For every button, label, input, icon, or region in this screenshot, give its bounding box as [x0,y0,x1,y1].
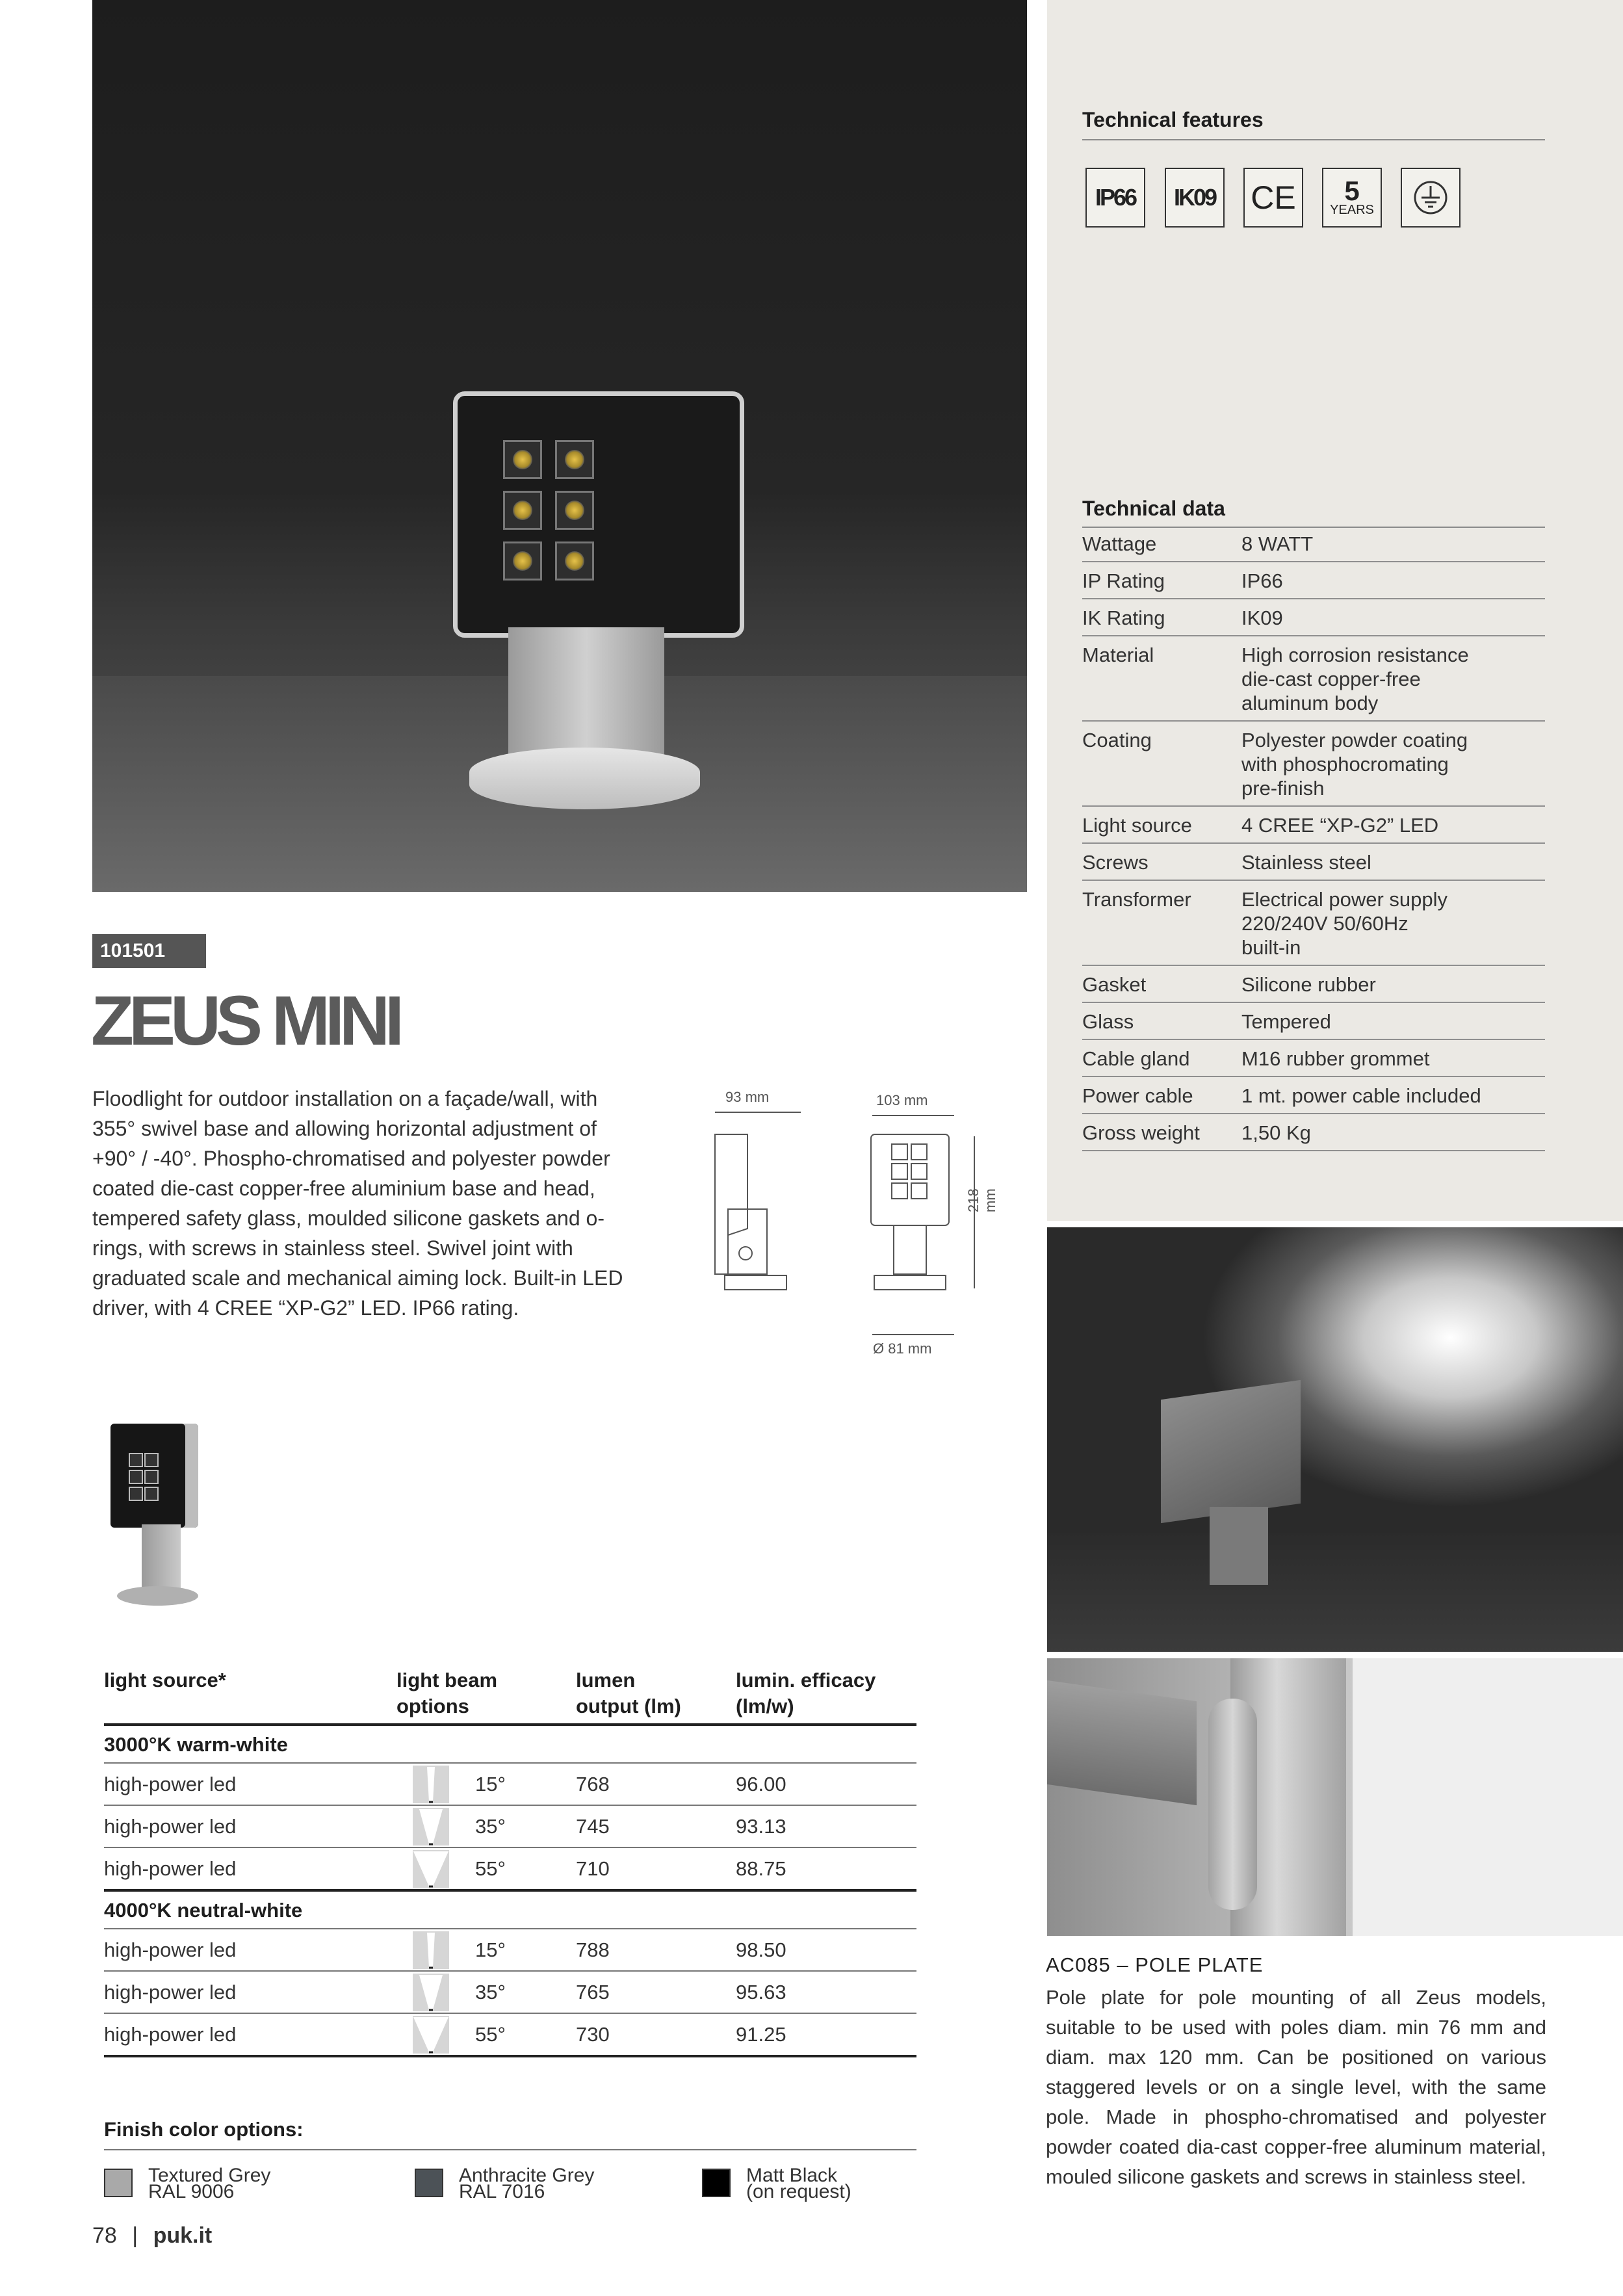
table-row: Power cable 1 mt. power cable included [1082,1077,1545,1114]
table-header: light source* light beam options lumen output (lm) lumin. efficacy (lm/w) [104,1667,916,1726]
product-code-badge: 101501 [92,934,206,968]
site-link[interactable]: puk.it [153,2223,213,2248]
finish-option-label: Anthracite Grey RAL 7016 [459,2165,595,2202]
table-row: Screws Stainless steel [1082,844,1545,881]
table-row: Light source 4 CREE “XP-G2” LED [1082,807,1545,844]
product-thumbnail [110,1420,208,1615]
table-row: Cable gland M16 rubber grommet [1082,1040,1545,1077]
accessory-title: AC085 – POLE PLATE [1046,1953,1264,1976]
finish-option-label: Matt Black (on request) [746,2165,851,2202]
finish-color-options [104,2118,916,2202]
beam-55-icon [413,2016,449,2054]
front-width-label: 103 mm [876,1092,928,1108]
dimension-drawings [702,1086,1014,1365]
luminaire-head [453,391,744,638]
finish-heading: Finish color options: [104,2118,916,2150]
front-view-drawing [864,1131,962,1300]
ik09-badge-icon: IK09 [1165,168,1225,228]
product-hero-photo [92,0,1027,892]
finish-option-label: Textured Grey RAL 9006 [148,2165,271,2202]
table-row: high-power led 35° 745 93.13 [104,1806,916,1848]
warranty-5-years-icon: 5 YEARS [1322,168,1382,228]
table-row: Gross weight 1,50 Kg [1082,1114,1545,1151]
group-header: 4000°K neutral-white [104,1892,916,1929]
accessory-description: Pole plate for pole mounting of all Zeus models, suitable to be used with poles diam. min 76 mm and diam. max 120 mm. Can be positioned on various staggered levels or on a single level, with the same pole. Made in phospho-chromatised and polyester powder coated dia-cast copper-free aluminum material, mouled silicone gaskets and screws in stainless steel. [1046,1986,1546,2188]
table-row: high-power led 55° 730 91.25 [104,2014,916,2057]
table-row: high-power led 35° 765 95.63 [104,1972,916,2014]
technical-data-heading: Technical data [1082,497,1225,520]
earth-ground-icon [1401,168,1461,228]
ce-mark-icon: CE [1243,168,1303,228]
beam-55-icon [413,1850,449,1888]
height-label: 218 mm [965,1188,998,1212]
photometric-table [104,1667,916,2057]
table-row: Coating Polyester powder coating with phosphocromating pre-finish [1082,722,1545,807]
swatch-matt-black [702,2169,731,2197]
swatch-anthracite-grey [415,2169,443,2197]
beam-15-icon [413,1766,449,1803]
installation-photo [1047,1227,1623,1652]
beam-35-icon [413,1808,449,1846]
group-header: 3000°K warm-white [104,1726,916,1764]
table-row: high-power led 15° 768 96.00 [104,1764,916,1806]
page-footer: 78 | puk.it [92,2223,213,2248]
swatch-textured-grey [104,2169,133,2197]
table-row: IK Rating IK09 [1082,599,1545,636]
beam-15-icon [413,1931,449,1969]
technical-features-heading: Technical features [1082,108,1264,131]
table-row: IP Rating IP66 [1082,562,1545,599]
pole-plate-photo [1047,1658,1623,1936]
side-width-label: 93 mm [725,1089,770,1105]
table-row: Material High corrosion resistance die-cast copper-free aluminum body [1082,636,1545,722]
table-row: Transformer Electrical power supply 220/240V 50/60Hz built-in [1082,881,1545,966]
product-title: ZEUS MINI [91,981,400,1060]
table-row: high-power led 15° 788 98.50 [104,1929,916,1972]
table-row: Wattage 8 WATT [1082,525,1545,562]
table-row: Glass Tempered [1082,1003,1545,1040]
ip66-badge-icon: IP66 [1085,168,1145,228]
page-number: 78 [92,2223,117,2248]
beam-35-icon [413,1974,449,2011]
table-row: Gasket Silicone rubber [1082,966,1545,1003]
table-row: high-power led 55° 710 88.75 [104,1848,916,1892]
technical-data-table [1082,525,1545,1151]
product-description: Floodlight for outdoor installation on a façade/wall, with 355° swivel base and allowing horizontal adjustment of +90° / -40°. Phospho-chromatised and polyester powder coated die-cast copper-free aluminium base and head, tempered safety glass, moulded silicone gaskets and o-rings, with screws in stainless steel. Swivel joint with graduated scale and mechanical aiming lock. Built-in LED driver, with 4 CREE “XP-G2” LED. IP66 rating. [92,1087,623,1320]
base-diameter-label: Ø 81 mm [873,1340,932,1357]
side-view-drawing [702,1131,819,1300]
